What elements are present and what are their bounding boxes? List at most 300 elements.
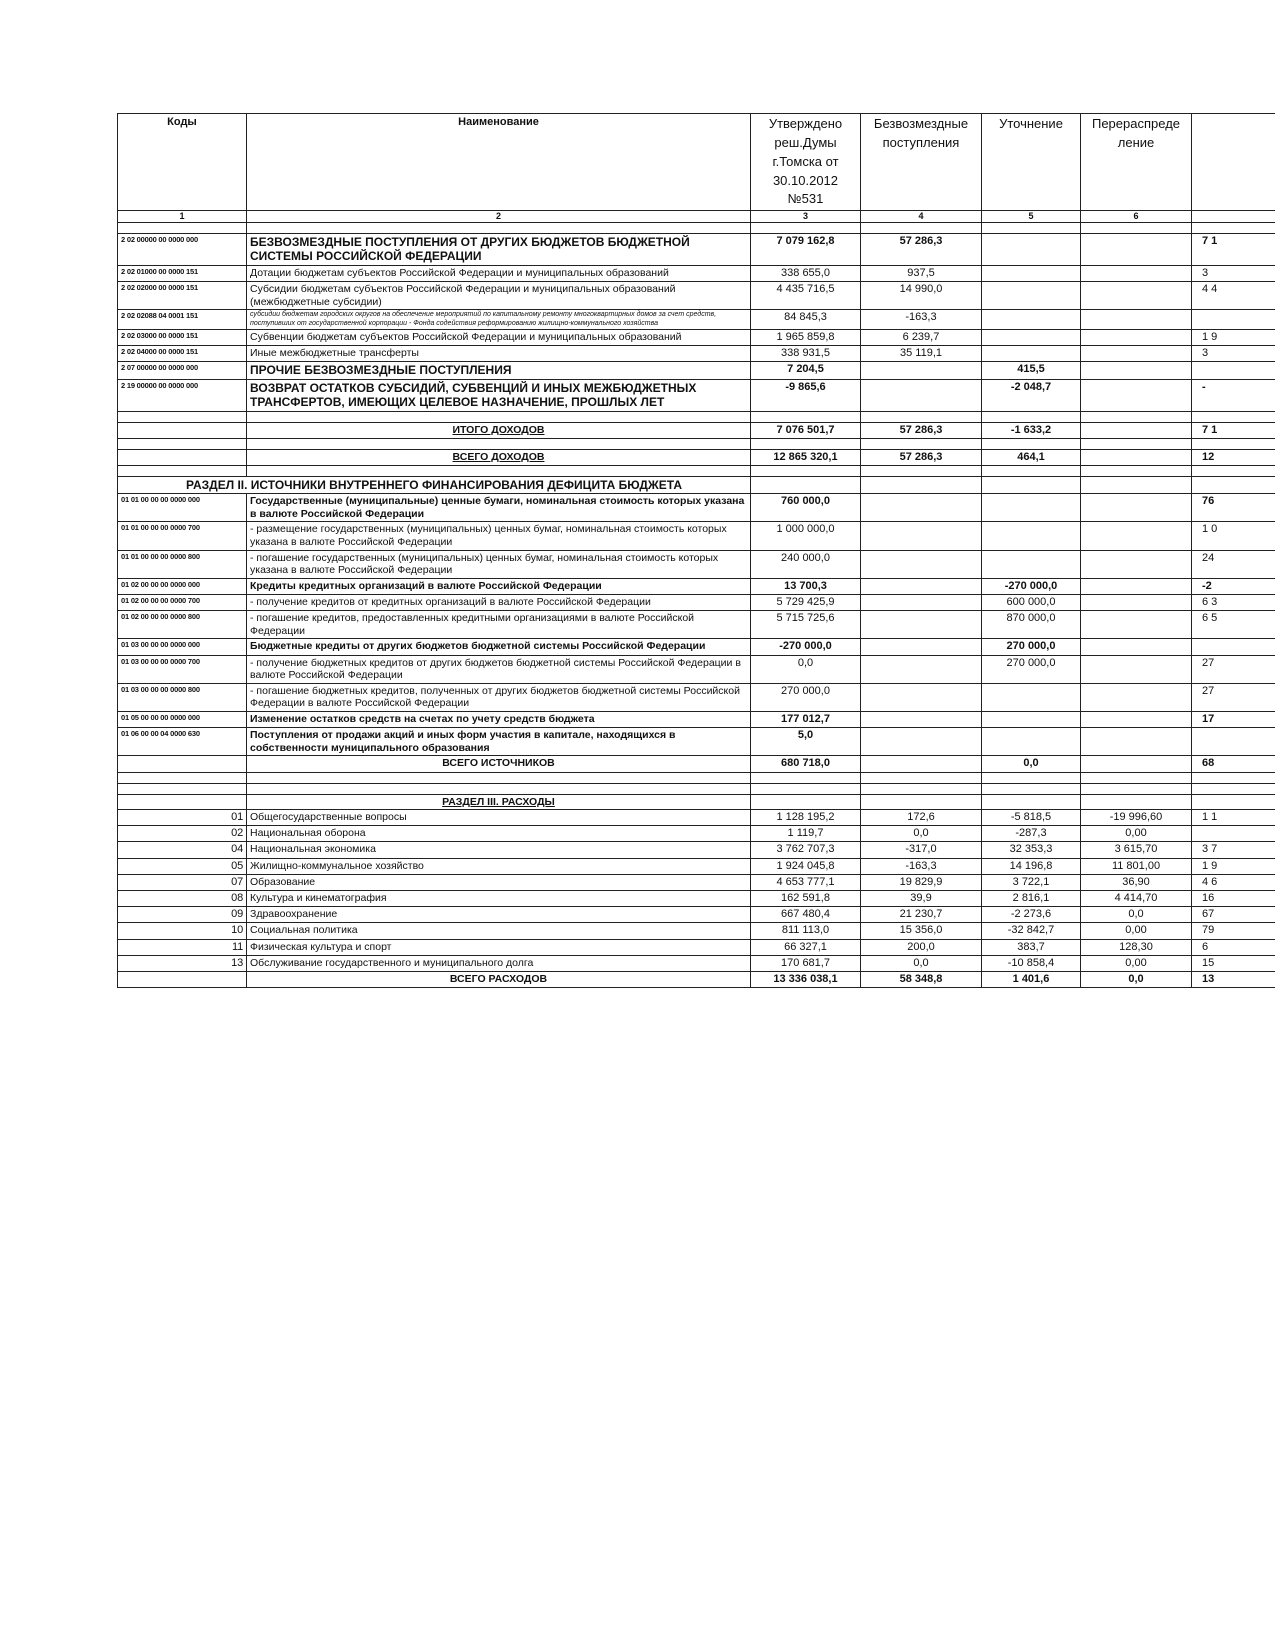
row-last bbox=[1192, 826, 1275, 842]
income-row bbox=[118, 281, 1275, 309]
row-name: Социальная политика bbox=[247, 923, 751, 939]
row-name: Физическая культура и спорт bbox=[247, 939, 751, 955]
empty-cell bbox=[118, 449, 247, 465]
col-num-7 bbox=[1192, 211, 1275, 223]
row-last: 6 3 bbox=[1192, 595, 1275, 611]
total-last: 7 1 bbox=[1192, 422, 1275, 438]
row-clarification bbox=[982, 683, 1081, 711]
total-redistribution bbox=[1081, 422, 1192, 438]
row-clarification: 3 722,1 bbox=[982, 874, 1081, 890]
income-row bbox=[118, 362, 1275, 379]
empty-cell bbox=[751, 465, 861, 476]
col-num-4: 4 bbox=[861, 211, 982, 223]
row-approved: 1 119,7 bbox=[751, 826, 861, 842]
row-clarification: -32 842,7 bbox=[982, 923, 1081, 939]
empty-cell bbox=[982, 223, 1081, 234]
row-name: - погашение бюджетных кредитов, полученных от других бюджетов бюджетной системы Российской Федерации в валюте Российской Федерации bbox=[247, 683, 751, 711]
row-gratuitous: -317,0 bbox=[861, 842, 982, 858]
col-num-2: 2 bbox=[247, 211, 751, 223]
row-code: 2 07 00000 00 0000 000 bbox=[118, 362, 247, 379]
row-name: Государственные (муниципальные) ценные бумаги, номинальная стоимость которых указана в валюте Российской Федерации bbox=[247, 494, 751, 522]
row-gratuitous bbox=[861, 655, 982, 683]
row-redistribution: 4 414,70 bbox=[1081, 891, 1192, 907]
row-approved: 5 715 725,6 bbox=[751, 611, 861, 639]
header-gratuitous: Безвозмездные поступления bbox=[861, 114, 982, 211]
empty-cell bbox=[751, 476, 861, 493]
empty-cell bbox=[1192, 476, 1275, 493]
empty-cell bbox=[982, 476, 1081, 493]
empty-cell bbox=[1192, 223, 1275, 234]
empty-cell bbox=[118, 411, 247, 422]
row-name: Культура и кинематография bbox=[247, 891, 751, 907]
source-row bbox=[118, 683, 1275, 711]
budget-document bbox=[117, 113, 1275, 988]
total-last: 13 bbox=[1192, 971, 1275, 987]
row-name: Национальная экономика bbox=[247, 842, 751, 858]
row-redistribution bbox=[1081, 522, 1192, 550]
expense-row bbox=[118, 907, 1275, 923]
row-redistribution bbox=[1081, 711, 1192, 727]
row-gratuitous: 0,0 bbox=[861, 955, 982, 971]
empty-cell bbox=[1081, 794, 1192, 810]
row-approved: 338 931,5 bbox=[751, 346, 861, 362]
income-row bbox=[118, 379, 1275, 411]
row-redistribution bbox=[1081, 310, 1192, 330]
row-last: 1 9 bbox=[1192, 329, 1275, 345]
source-row bbox=[118, 595, 1275, 611]
row-code: 01 02 00 00 00 0000 700 bbox=[118, 595, 247, 611]
row-approved: 170 681,7 bbox=[751, 955, 861, 971]
row-name: Кредиты кредитных организаций в валюте Российской Федерации bbox=[247, 578, 751, 594]
total-gratuitous: 57 286,3 bbox=[861, 422, 982, 438]
empty-cell bbox=[247, 223, 751, 234]
empty-cell bbox=[118, 772, 247, 783]
row-redistribution: 0,00 bbox=[1081, 955, 1192, 971]
header-cut-column bbox=[1192, 114, 1275, 211]
row-code: 01 01 00 00 00 0000 800 bbox=[118, 550, 247, 578]
row-redistribution bbox=[1081, 728, 1192, 756]
empty-cell bbox=[1192, 438, 1275, 449]
row-gratuitous bbox=[861, 611, 982, 639]
spacer-row bbox=[118, 783, 1275, 794]
row-redistribution: 0,00 bbox=[1081, 826, 1192, 842]
source-row bbox=[118, 639, 1275, 655]
row-name: Субсидии бюджетам субъектов Российской Федерации и муниципальных образований (межбюджетные субсидии) bbox=[247, 281, 751, 309]
empty-cell bbox=[118, 465, 247, 476]
row-clarification bbox=[982, 494, 1081, 522]
row-clarification bbox=[982, 234, 1081, 266]
row-code: 2 02 01000 00 0000 151 bbox=[118, 265, 247, 281]
row-redistribution: 128,30 bbox=[1081, 939, 1192, 955]
row-clarification: -10 858,4 bbox=[982, 955, 1081, 971]
empty-cell bbox=[1081, 411, 1192, 422]
row-approved: 1 128 195,2 bbox=[751, 810, 861, 826]
row-clarification: 32 353,3 bbox=[982, 842, 1081, 858]
row-gratuitous: -163,3 bbox=[861, 310, 982, 330]
row-redistribution: 11 801,00 bbox=[1081, 858, 1192, 874]
spacer-row bbox=[118, 411, 1275, 422]
row-last: 3 7 bbox=[1192, 842, 1275, 858]
row-code: 01 03 00 00 00 0000 800 bbox=[118, 683, 247, 711]
empty-cell bbox=[751, 438, 861, 449]
expense-row bbox=[118, 826, 1275, 842]
row-name: Поступления от продажи акций и иных форм участия в капитале, находящихся в собственности муниципального образования bbox=[247, 728, 751, 756]
empty-cell bbox=[1192, 465, 1275, 476]
row-approved: 1 924 045,8 bbox=[751, 858, 861, 874]
income-row bbox=[118, 329, 1275, 345]
income-row bbox=[118, 346, 1275, 362]
total-label: ИТОГО ДОХОДОВ bbox=[247, 422, 751, 438]
row-code: 01 05 00 00 00 0000 000 bbox=[118, 711, 247, 727]
source-row bbox=[118, 494, 1275, 522]
row-clarification: 415,5 bbox=[982, 362, 1081, 379]
row-approved: 7 079 162,8 bbox=[751, 234, 861, 266]
row-last: 1 0 bbox=[1192, 522, 1275, 550]
row-last bbox=[1192, 362, 1275, 379]
row-code: 01 03 00 00 00 0000 700 bbox=[118, 655, 247, 683]
source-row bbox=[118, 655, 1275, 683]
row-last: 3 bbox=[1192, 265, 1275, 281]
spacer-row bbox=[118, 438, 1275, 449]
row-gratuitous bbox=[861, 683, 982, 711]
total-clarification: 0,0 bbox=[982, 756, 1081, 772]
empty-cell bbox=[1081, 465, 1192, 476]
row-clarification bbox=[982, 728, 1081, 756]
row-code: 01 01 00 00 00 0000 000 bbox=[118, 494, 247, 522]
row-code: 04 bbox=[118, 842, 247, 858]
row-redistribution bbox=[1081, 550, 1192, 578]
row-gratuitous bbox=[861, 595, 982, 611]
header-codes: Коды bbox=[118, 114, 247, 211]
total-clarification: -1 633,2 bbox=[982, 422, 1081, 438]
row-gratuitous: 15 356,0 bbox=[861, 923, 982, 939]
row-clarification bbox=[982, 346, 1081, 362]
row-redistribution bbox=[1081, 329, 1192, 345]
row-name: Образование bbox=[247, 874, 751, 890]
row-code: 07 bbox=[118, 874, 247, 890]
row-name: Изменение остатков средств на счетах по учету средств бюджета bbox=[247, 711, 751, 727]
header-approved: Утверждено реш.Думы г.Томска от 30.10.2012 №531 bbox=[751, 114, 861, 211]
row-approved: 5,0 bbox=[751, 728, 861, 756]
empty-cell bbox=[118, 223, 247, 234]
row-last: 27 bbox=[1192, 655, 1275, 683]
row-approved: 760 000,0 bbox=[751, 494, 861, 522]
row-approved: 177 012,7 bbox=[751, 711, 861, 727]
row-code: 2 02 02000 00 0000 151 bbox=[118, 281, 247, 309]
row-approved: 5 729 425,9 bbox=[751, 595, 861, 611]
row-redistribution bbox=[1081, 379, 1192, 411]
row-approved: 66 327,1 bbox=[751, 939, 861, 955]
row-name: Обслуживание государственного и муниципального долга bbox=[247, 955, 751, 971]
row-clarification: 270 000,0 bbox=[982, 655, 1081, 683]
column-number-row bbox=[118, 211, 1275, 223]
row-approved: -9 865,6 bbox=[751, 379, 861, 411]
row-approved: 84 845,3 bbox=[751, 310, 861, 330]
vsego-rashodov-row bbox=[118, 971, 1275, 987]
row-clarification bbox=[982, 711, 1081, 727]
expense-row bbox=[118, 874, 1275, 890]
total-approved: 7 076 501,7 bbox=[751, 422, 861, 438]
row-clarification: 14 196,8 bbox=[982, 858, 1081, 874]
row-gratuitous: 200,0 bbox=[861, 939, 982, 955]
empty-cell bbox=[1081, 476, 1192, 493]
row-name: - получение кредитов от кредитных организаций в валюте Российской Федерации bbox=[247, 595, 751, 611]
row-last: 67 bbox=[1192, 907, 1275, 923]
empty-cell bbox=[861, 465, 982, 476]
row-clarification: 600 000,0 bbox=[982, 595, 1081, 611]
total-redistribution bbox=[1081, 756, 1192, 772]
row-clarification: 270 000,0 bbox=[982, 639, 1081, 655]
row-gratuitous bbox=[861, 639, 982, 655]
row-last: 24 bbox=[1192, 550, 1275, 578]
col-num-1: 1 bbox=[118, 211, 247, 223]
row-code: 01 02 00 00 00 0000 800 bbox=[118, 611, 247, 639]
row-clarification: -2 273,6 bbox=[982, 907, 1081, 923]
row-last: 3 bbox=[1192, 346, 1275, 362]
row-clarification bbox=[982, 281, 1081, 309]
row-gratuitous bbox=[861, 379, 982, 411]
row-last: 6 bbox=[1192, 939, 1275, 955]
row-code: 08 bbox=[118, 891, 247, 907]
row-last: - bbox=[1192, 379, 1275, 411]
row-code: 2 02 04000 00 0000 151 bbox=[118, 346, 247, 362]
row-code: 13 bbox=[118, 955, 247, 971]
row-clarification bbox=[982, 265, 1081, 281]
header-redistribution: Перераспреде ление bbox=[1081, 114, 1192, 211]
source-row bbox=[118, 550, 1275, 578]
row-approved: 3 762 707,3 bbox=[751, 842, 861, 858]
row-last: 79 bbox=[1192, 923, 1275, 939]
row-redistribution bbox=[1081, 281, 1192, 309]
empty-cell bbox=[118, 756, 247, 772]
row-approved: -270 000,0 bbox=[751, 639, 861, 655]
row-last: 6 5 bbox=[1192, 611, 1275, 639]
empty-cell bbox=[982, 794, 1081, 810]
row-gratuitous: 19 829,9 bbox=[861, 874, 982, 890]
row-last: 17 bbox=[1192, 711, 1275, 727]
budget-table bbox=[117, 113, 1275, 988]
row-gratuitous: 35 119,1 bbox=[861, 346, 982, 362]
total-label: ВСЕГО РАСХОДОВ bbox=[247, 971, 751, 987]
itogo-dohodov-row bbox=[118, 422, 1275, 438]
row-code: 10 bbox=[118, 923, 247, 939]
empty-cell bbox=[1192, 794, 1275, 810]
row-last bbox=[1192, 310, 1275, 330]
empty-cell bbox=[982, 465, 1081, 476]
col-num-6: 6 bbox=[1081, 211, 1192, 223]
row-last bbox=[1192, 639, 1275, 655]
empty-cell bbox=[118, 794, 247, 810]
section-2-row bbox=[118, 476, 1275, 493]
row-clarification bbox=[982, 310, 1081, 330]
total-last: 12 bbox=[1192, 449, 1275, 465]
row-redistribution: 0,0 bbox=[1081, 907, 1192, 923]
row-redistribution bbox=[1081, 494, 1192, 522]
row-gratuitous bbox=[861, 494, 982, 522]
spacer-row bbox=[118, 772, 1275, 783]
row-last: 15 bbox=[1192, 955, 1275, 971]
row-approved: 270 000,0 bbox=[751, 683, 861, 711]
total-gratuitous bbox=[861, 756, 982, 772]
row-name: Иные межбюджетные трансферты bbox=[247, 346, 751, 362]
source-row bbox=[118, 728, 1275, 756]
empty-cell bbox=[751, 223, 861, 234]
header-name: Наименование bbox=[247, 114, 751, 211]
row-redistribution bbox=[1081, 655, 1192, 683]
row-approved: 240 000,0 bbox=[751, 550, 861, 578]
row-name: Жилищно-коммунальное хозяйство bbox=[247, 858, 751, 874]
row-redistribution bbox=[1081, 639, 1192, 655]
row-redistribution: 3 615,70 bbox=[1081, 842, 1192, 858]
row-gratuitous bbox=[861, 550, 982, 578]
row-code: 05 bbox=[118, 858, 247, 874]
empty-cell bbox=[861, 794, 982, 810]
total-approved: 12 865 320,1 bbox=[751, 449, 861, 465]
income-row bbox=[118, 234, 1275, 266]
row-name: - получение бюджетных кредитов от других бюджетов бюджетной системы Российской Федерации в валюте Российской Федерации bbox=[247, 655, 751, 683]
row-last: 76 bbox=[1192, 494, 1275, 522]
total-clarification: 1 401,6 bbox=[982, 971, 1081, 987]
row-last: 16 bbox=[1192, 891, 1275, 907]
row-last: 1 1 bbox=[1192, 810, 1275, 826]
empty-cell bbox=[247, 465, 751, 476]
expense-row bbox=[118, 955, 1275, 971]
row-name: Бюджетные кредиты от других бюджетов бюджетной системы Российской Федерации bbox=[247, 639, 751, 655]
row-clarification: -5 818,5 bbox=[982, 810, 1081, 826]
row-clarification: -2 048,7 bbox=[982, 379, 1081, 411]
row-last: 4 4 bbox=[1192, 281, 1275, 309]
empty-cell bbox=[1081, 223, 1192, 234]
row-approved: 7 204,5 bbox=[751, 362, 861, 379]
empty-cell bbox=[118, 971, 247, 987]
row-code: 09 bbox=[118, 907, 247, 923]
row-clarification: 870 000,0 bbox=[982, 611, 1081, 639]
row-gratuitous bbox=[861, 728, 982, 756]
row-last: 4 6 bbox=[1192, 874, 1275, 890]
row-approved: 0,0 bbox=[751, 655, 861, 683]
row-code: 02 bbox=[118, 826, 247, 842]
total-approved: 13 336 038,1 bbox=[751, 971, 861, 987]
row-gratuitous: 21 230,7 bbox=[861, 907, 982, 923]
total-label: ВСЕГО ДОХОДОВ bbox=[247, 449, 751, 465]
row-name: - размещение государственных (муниципальных) ценных бумаг, номинальная стоимость которых указана в валюте Российской Федерации bbox=[247, 522, 751, 550]
empty-cell bbox=[247, 438, 751, 449]
row-approved: 811 113,0 bbox=[751, 923, 861, 939]
empty-cell bbox=[982, 438, 1081, 449]
row-clarification bbox=[982, 522, 1081, 550]
empty-cell bbox=[751, 772, 861, 783]
empty-cell bbox=[861, 438, 982, 449]
row-clarification bbox=[982, 550, 1081, 578]
row-code: 2 02 02088 04 0001 151 bbox=[118, 310, 247, 330]
row-name: Субвенции бюджетам субъектов Российской Федерации и муниципальных образований bbox=[247, 329, 751, 345]
empty-cell bbox=[1192, 772, 1275, 783]
row-redistribution bbox=[1081, 595, 1192, 611]
empty-cell bbox=[861, 772, 982, 783]
expense-row bbox=[118, 891, 1275, 907]
row-gratuitous: 39,9 bbox=[861, 891, 982, 907]
header-row bbox=[118, 114, 1275, 211]
total-clarification: 464,1 bbox=[982, 449, 1081, 465]
row-approved: 1 000 000,0 bbox=[751, 522, 861, 550]
vsego-dohodov-row bbox=[118, 449, 1275, 465]
row-gratuitous: 937,5 bbox=[861, 265, 982, 281]
expense-row bbox=[118, 842, 1275, 858]
empty-cell bbox=[247, 783, 751, 794]
total-gratuitous: 58 348,8 bbox=[861, 971, 982, 987]
row-approved: 1 965 859,8 bbox=[751, 329, 861, 345]
empty-cell bbox=[982, 772, 1081, 783]
total-approved: 680 718,0 bbox=[751, 756, 861, 772]
row-redistribution: 36,90 bbox=[1081, 874, 1192, 890]
total-last: 68 bbox=[1192, 756, 1275, 772]
total-redistribution bbox=[1081, 449, 1192, 465]
row-gratuitous: 57 286,3 bbox=[861, 234, 982, 266]
row-code: 01 01 00 00 00 0000 700 bbox=[118, 522, 247, 550]
row-name: БЕЗВОЗМЕЗДНЫЕ ПОСТУПЛЕНИЯ ОТ ДРУГИХ БЮДЖЕТОВ БЮДЖЕТНОЙ СИСТЕМЫ РОССИЙСКОЙ ФЕДЕРАЦИИ bbox=[247, 234, 751, 266]
row-clarification: 2 816,1 bbox=[982, 891, 1081, 907]
source-row bbox=[118, 522, 1275, 550]
expense-row bbox=[118, 939, 1275, 955]
row-redistribution bbox=[1081, 234, 1192, 266]
row-redistribution: -19 996,60 bbox=[1081, 810, 1192, 826]
row-gratuitous: 0,0 bbox=[861, 826, 982, 842]
empty-cell bbox=[1081, 783, 1192, 794]
row-gratuitous: 172,6 bbox=[861, 810, 982, 826]
section-3-title: РАЗДЕЛ III. РАСХОДЫ bbox=[247, 794, 751, 810]
row-approved: 162 591,8 bbox=[751, 891, 861, 907]
expense-row bbox=[118, 810, 1275, 826]
empty-cell bbox=[861, 223, 982, 234]
row-code: 2 02 03000 00 0000 151 bbox=[118, 329, 247, 345]
row-approved: 667 480,4 bbox=[751, 907, 861, 923]
row-last: 1 9 bbox=[1192, 858, 1275, 874]
row-redistribution bbox=[1081, 362, 1192, 379]
empty-cell bbox=[861, 476, 982, 493]
col-num-5: 5 bbox=[982, 211, 1081, 223]
empty-cell bbox=[1192, 783, 1275, 794]
empty-cell bbox=[118, 438, 247, 449]
empty-cell bbox=[118, 422, 247, 438]
row-gratuitous: 14 990,0 bbox=[861, 281, 982, 309]
row-name: субсидии бюджетам городских округов на обеспечение мероприятий по капитальному ремонту многоквартирных домов за счет средств, поступивших от государственной корпорации - Фонда содействия реформированию жилищно-коммунального хозяйства bbox=[247, 310, 751, 330]
empty-cell bbox=[751, 783, 861, 794]
row-approved: 4 653 777,1 bbox=[751, 874, 861, 890]
row-redistribution bbox=[1081, 265, 1192, 281]
row-name: - погашение кредитов, предоставленных кредитными организациями в валюте Российской Федерации bbox=[247, 611, 751, 639]
row-name: Общегосударственные вопросы bbox=[247, 810, 751, 826]
row-gratuitous bbox=[861, 362, 982, 379]
empty-cell bbox=[118, 783, 247, 794]
section-2-title: РАЗДЕЛ II. ИСТОЧНИКИ ВНУТРЕННЕГО ФИНАНСИРОВАНИЯ ДЕФИЦИТА БЮДЖЕТА bbox=[118, 476, 751, 493]
row-last bbox=[1192, 728, 1275, 756]
section-3-row bbox=[118, 794, 1275, 810]
empty-cell bbox=[1081, 772, 1192, 783]
source-row bbox=[118, 611, 1275, 639]
row-approved: 13 700,3 bbox=[751, 578, 861, 594]
empty-cell bbox=[982, 783, 1081, 794]
row-code: 01 bbox=[118, 810, 247, 826]
row-redistribution bbox=[1081, 578, 1192, 594]
source-row bbox=[118, 578, 1275, 594]
expense-row bbox=[118, 858, 1275, 874]
row-gratuitous: -163,3 bbox=[861, 858, 982, 874]
empty-cell bbox=[247, 772, 751, 783]
income-row bbox=[118, 310, 1275, 330]
spacer-row bbox=[118, 465, 1275, 476]
empty-cell bbox=[247, 411, 751, 422]
source-row bbox=[118, 711, 1275, 727]
